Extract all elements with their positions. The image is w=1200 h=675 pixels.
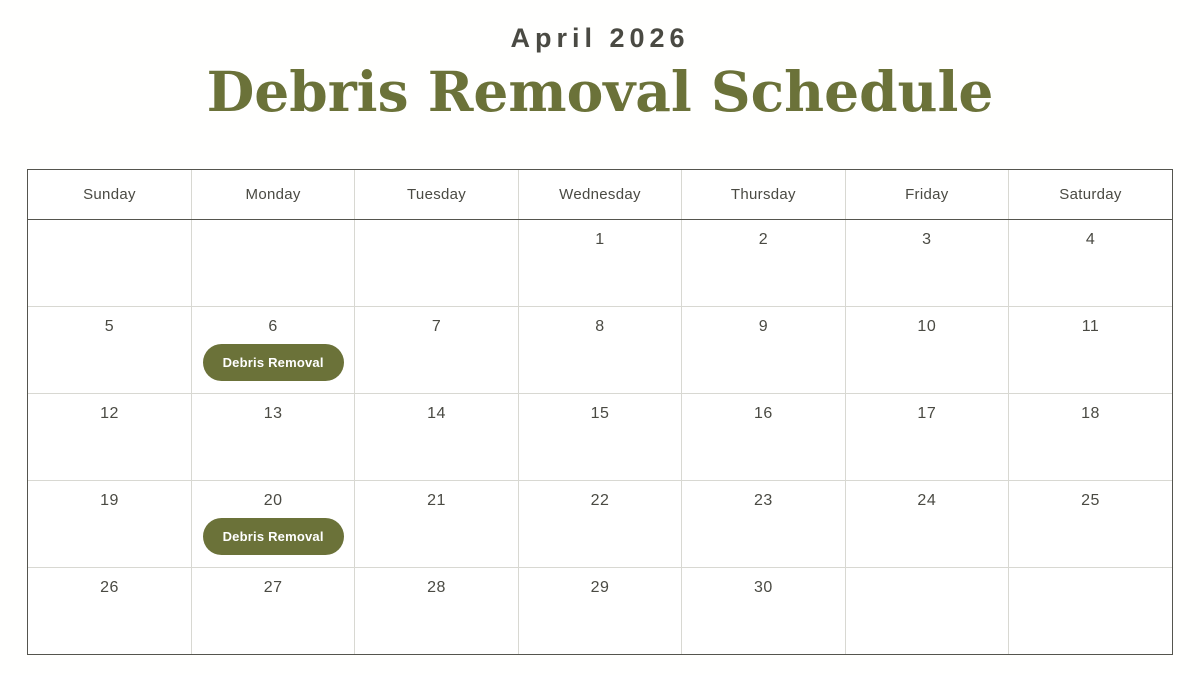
day-number: 26: [100, 579, 119, 596]
day-number: 1: [595, 231, 605, 248]
calendar-day-cell[interactable]: [1009, 220, 1172, 307]
page-title: Debris Removal Schedule: [206, 59, 994, 125]
day-number: 8: [595, 318, 605, 335]
calendar-day-cell[interactable]: [28, 481, 191, 568]
weekday-header-thursday: Thursday: [682, 170, 845, 220]
day-number: 25: [1081, 492, 1100, 509]
day-number: 16: [754, 405, 773, 422]
day-number: 14: [427, 405, 446, 422]
calendar-day-cell[interactable]: [518, 307, 681, 394]
day-number: 21: [427, 492, 446, 509]
calendar-day-cell[interactable]: [845, 481, 1008, 568]
day-number: [846, 568, 1008, 580]
day-number: 22: [590, 492, 610, 509]
calendar-header-row: [28, 170, 1172, 220]
day-number: 12: [100, 405, 119, 422]
calendar-day-cell[interactable]: [355, 481, 518, 568]
weekday-header-wednesday: Wednesday: [518, 170, 681, 220]
day-number: [192, 220, 354, 232]
day-number: 24: [917, 492, 937, 509]
calendar-day-cell[interactable]: [1009, 568, 1172, 655]
calendar-day-cell[interactable]: [28, 394, 191, 481]
day-number: 5: [104, 318, 115, 335]
day-number: 29: [590, 579, 610, 596]
day-number: 3: [922, 231, 932, 248]
calendar-week-row: [28, 220, 1172, 307]
calendar-day-cell[interactable]: [845, 220, 1008, 307]
calendar-day-cell[interactable]: [845, 394, 1008, 481]
calendar-day-cell[interactable]: [845, 307, 1008, 394]
weekday-header-saturday: Saturday: [1009, 170, 1172, 220]
calendar-day-cell[interactable]: [355, 307, 518, 394]
event-badge-debris-removal[interactable]: Debris Removal: [203, 344, 344, 381]
calendar-day-cell[interactable]: [518, 220, 681, 307]
day-number: 11: [1081, 318, 1100, 335]
calendar-day-cell[interactable]: [682, 394, 845, 481]
day-number: 27: [263, 579, 283, 596]
day-number: 30: [754, 579, 773, 596]
calendar-day-cell[interactable]: [518, 481, 681, 568]
calendar-week-row: [28, 394, 1172, 481]
day-number: 13: [263, 405, 283, 422]
day-number: 6: [268, 318, 278, 335]
event-badge-debris-removal[interactable]: Debris Removal: [203, 518, 344, 555]
day-number: 18: [1081, 405, 1100, 422]
day-number: 4: [1085, 231, 1096, 248]
day-number: 20: [263, 492, 283, 509]
calendar-day-cell[interactable]: [191, 220, 354, 307]
day-number: 15: [590, 405, 610, 422]
calendar-day-cell[interactable]: [682, 220, 845, 307]
calendar-week-row: [28, 568, 1172, 655]
day-number: 7: [431, 318, 442, 335]
day-number: 2: [758, 231, 769, 248]
weekday-header-friday: Friday: [845, 170, 1008, 220]
weekday-header-tuesday: Tuesday: [355, 170, 518, 220]
weekday-header-monday: Monday: [191, 170, 354, 220]
calendar-grid: [27, 169, 1173, 655]
calendar-day-cell[interactable]: [28, 307, 191, 394]
calendar-day-cell[interactable]: [682, 307, 845, 394]
calendar-day-cell[interactable]: [355, 394, 518, 481]
calendar-day-cell[interactable]: [191, 307, 354, 394]
calendar-body: [28, 220, 1172, 655]
calendar-day-cell[interactable]: [1009, 481, 1172, 568]
calendar-day-cell[interactable]: [682, 568, 845, 655]
calendar-day-cell[interactable]: [1009, 394, 1172, 481]
day-number: [28, 220, 191, 232]
calendar-day-cell[interactable]: [28, 568, 191, 655]
calendar-table: [28, 170, 1172, 654]
weekday-row: [28, 170, 1172, 220]
calendar-day-cell[interactable]: [1009, 307, 1172, 394]
day-number: 17: [917, 405, 937, 422]
calendar-day-cell[interactable]: [355, 568, 518, 655]
calendar-day-cell[interactable]: [518, 568, 681, 655]
month-year-label: April 2026: [510, 23, 690, 53]
calendar-day-cell[interactable]: [682, 481, 845, 568]
calendar-week-row: [28, 481, 1172, 568]
calendar-day-cell[interactable]: [191, 568, 354, 655]
day-number: 23: [754, 492, 773, 509]
calendar-day-cell[interactable]: [28, 220, 191, 307]
day-number: 28: [427, 579, 446, 596]
calendar-week-row: [28, 307, 1172, 394]
day-number: 19: [100, 492, 119, 509]
day-number: [1009, 568, 1172, 580]
day-number: 10: [917, 318, 937, 335]
day-number: [355, 220, 517, 232]
weekday-header-sunday: Sunday: [28, 170, 191, 220]
page-header: [0, 0, 1200, 124]
calendar-day-cell[interactable]: [355, 220, 518, 307]
calendar-day-cell[interactable]: [191, 481, 354, 568]
calendar-day-cell[interactable]: [191, 394, 354, 481]
calendar-day-cell[interactable]: [518, 394, 681, 481]
day-number: 9: [758, 318, 769, 335]
calendar-day-cell[interactable]: [845, 568, 1008, 655]
